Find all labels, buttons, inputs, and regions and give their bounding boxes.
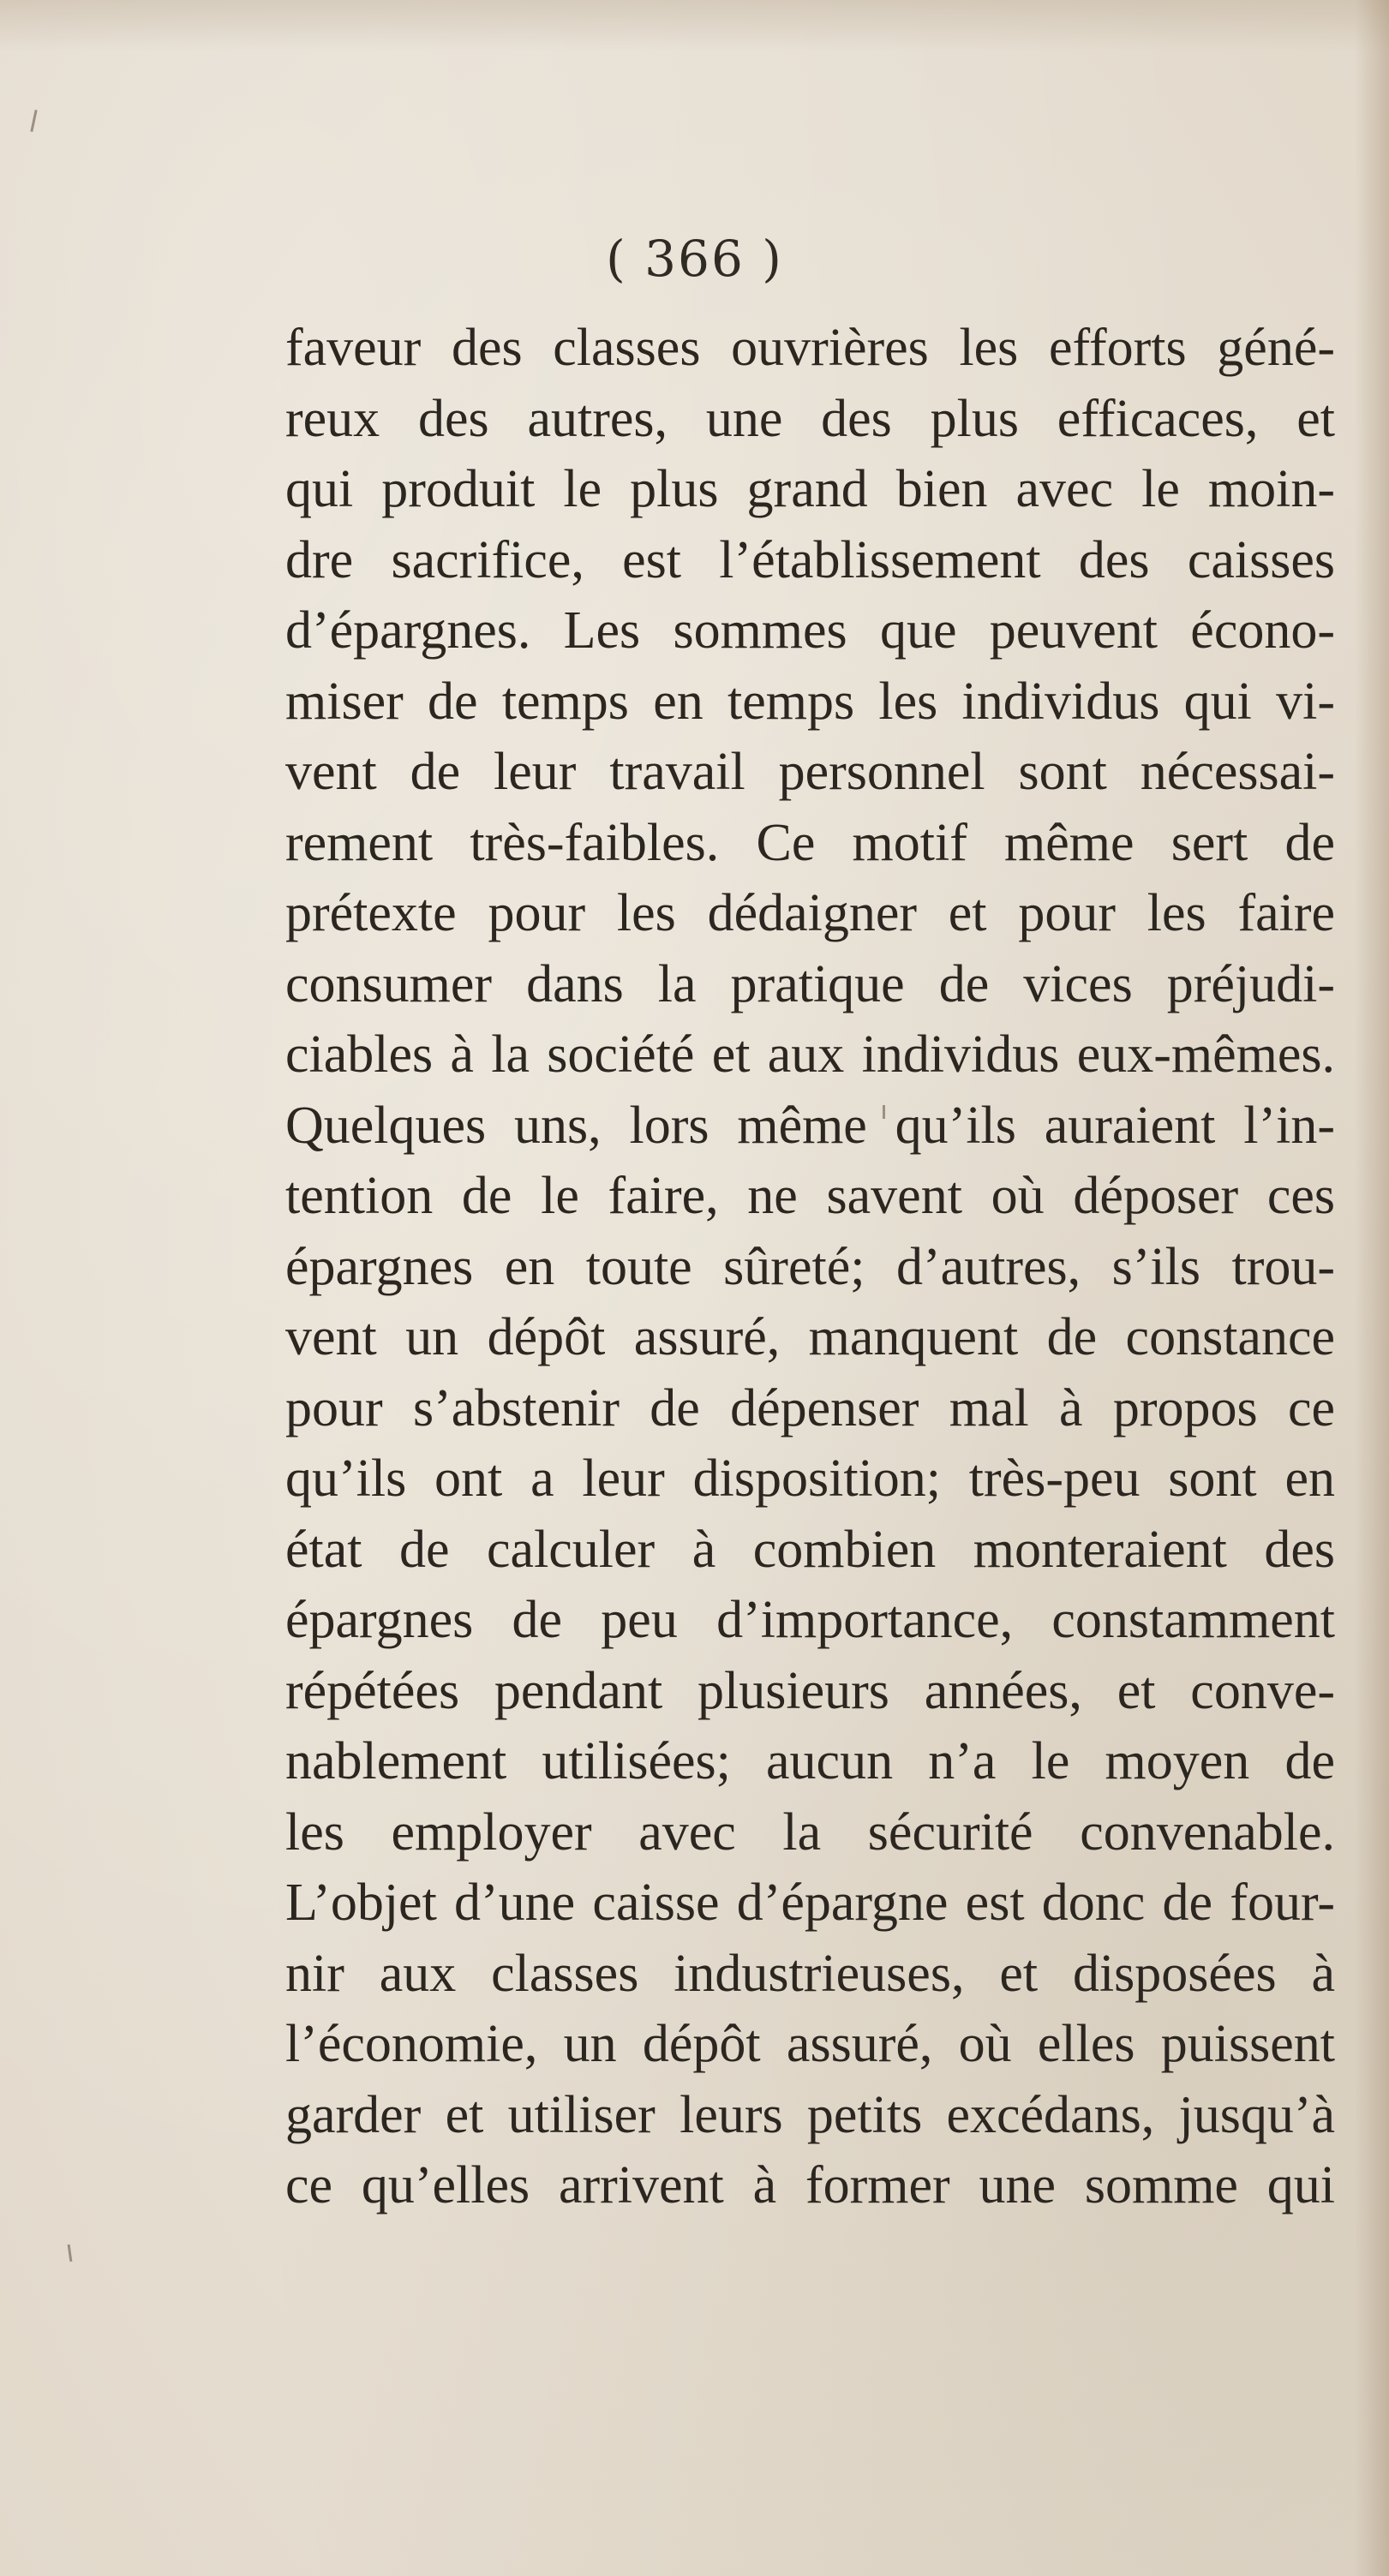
text-line: miser de temps en temps les individus qui vi- xyxy=(285,672,1335,731)
text-line: Quelques uns, lors même qu’ils auraient l’in- xyxy=(285,1096,1335,1155)
text-line: épargnes de peu d’importance, constamment xyxy=(285,1591,1335,1649)
text-line: d’épargnes. Les sommes que peuvent écono- xyxy=(285,601,1335,660)
text-line: garder et utiliser leurs petits excédans, jusqu’à xyxy=(285,2085,1335,2144)
text-line: état de calculer à combien monteraient des xyxy=(285,1520,1335,1579)
text-line: l’économie, un dépôt assuré, où elles puissent xyxy=(285,2015,1335,2073)
text-line: qu’ils ont a leur disposition; très-peu sont en xyxy=(285,1449,1335,1508)
text-line: consumer dans la pratique de vices préjudi- xyxy=(285,954,1335,1013)
text-line: reux des autres, une des plus efficaces, et xyxy=(285,389,1335,448)
text-line: prétexte pour les dédaigner et pour les faire xyxy=(285,884,1335,942)
text-line: ce qu’elles arrivent à former une somme qui xyxy=(285,2156,1335,2214)
text-line: vent de leur travail personnel sont nécessai- xyxy=(285,743,1335,801)
text-line: nablement utilisées; aucun n’a le moyen de xyxy=(285,1732,1335,1790)
text-line: faveur des classes ouvrières les efforts géné- xyxy=(285,319,1335,377)
page-number: ( 366 ) xyxy=(606,230,783,288)
paper-speck xyxy=(68,2244,73,2262)
text-line: tention de le faire, ne savent où déposer ces xyxy=(285,1167,1335,1225)
text-line: les employer avec la sécurité convenable. xyxy=(285,1802,1335,1862)
text-line: dre sacrifice, est l’établissement des caisses xyxy=(285,530,1335,589)
text-line: pour s’abstenir de dépenser mal à propos ce xyxy=(285,1378,1335,1437)
body-text xyxy=(285,313,1335,2221)
paper-speck xyxy=(30,110,37,132)
paper-shadow-top xyxy=(0,0,1389,51)
text-line: épargnes en toute sûreté; d’autres, s’ils trou- xyxy=(285,1237,1335,1296)
text-line: vent un dépôt assuré, manquent de constance xyxy=(285,1308,1335,1366)
text-line: qui produit le plus grand bien avec le moin- xyxy=(285,460,1335,518)
text-line: L’objet d’une caisse d’épargne est donc de four- xyxy=(285,1874,1335,1932)
text-line: ciables à la société et aux individus eux-mêmes. xyxy=(285,1025,1335,1084)
text-line: répétées pendant plusieurs années, et conve- xyxy=(285,1661,1335,1720)
text-line: rement très-faibles. Ce motif même sert de xyxy=(285,813,1335,872)
text-line: nir aux classes industrieuses, et disposées à xyxy=(285,1944,1335,2003)
paper-shadow-right xyxy=(1355,0,1389,2576)
